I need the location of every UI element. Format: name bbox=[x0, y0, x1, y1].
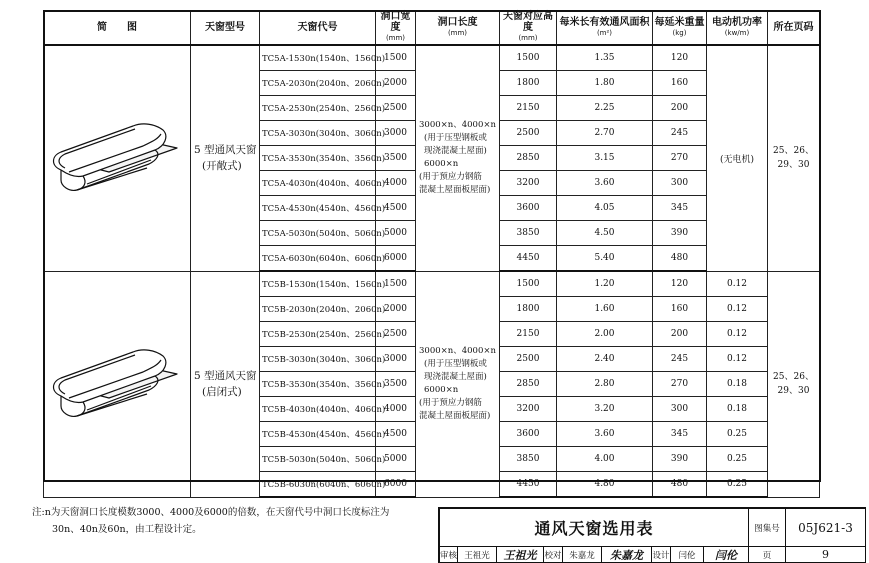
height-cell: 4450 bbox=[500, 246, 557, 272]
area-cell: 2.25 bbox=[557, 96, 653, 121]
area-cell: 2.80 bbox=[557, 372, 653, 397]
area-cell: 3.60 bbox=[557, 171, 653, 196]
check-signature: 朱嘉龙 bbox=[610, 548, 643, 562]
code-cell: TC5A-4030n(4040n、4060n) bbox=[260, 171, 376, 196]
area-cell: 3.15 bbox=[557, 146, 653, 171]
area-cell: 4.50 bbox=[557, 221, 653, 246]
header-opening-length-unit: (mm) bbox=[447, 28, 468, 37]
weight-cell: 480 bbox=[653, 246, 707, 272]
header-area-unit: (m²) bbox=[596, 28, 613, 37]
opening-width-cell: 2000 bbox=[376, 297, 416, 322]
diagram-cell bbox=[44, 271, 191, 497]
model-name: 5 型通风天窗 bbox=[194, 144, 257, 157]
page-ref-line-1: 25、26、 bbox=[773, 146, 814, 157]
opening-length-cell bbox=[416, 271, 500, 497]
weight-cell: 200 bbox=[653, 322, 707, 347]
header-height-label: 天窗对应高度 bbox=[503, 11, 553, 33]
code-cell: TC5A-1530n(1540n、1560n) bbox=[260, 45, 376, 71]
footnote-line-1: 注:n为天窗洞口长度模数3000、4000及6000的倍数，在天窗代号中洞口长度标注为 bbox=[32, 507, 390, 518]
opening-width-cell: 3000 bbox=[376, 121, 416, 146]
skylight-selection-table bbox=[43, 10, 820, 498]
opening-width-cell: 5000 bbox=[376, 447, 416, 472]
power-cell: (无电机) bbox=[707, 45, 768, 271]
header-row bbox=[44, 11, 820, 46]
table-row bbox=[44, 45, 820, 71]
atlas-label: 图集号 bbox=[754, 523, 780, 534]
code-cell: TC5A-2030n(2040n、2060n) bbox=[260, 71, 376, 96]
check-label: 校对 bbox=[544, 550, 562, 561]
opening-width-cell: 3000 bbox=[376, 347, 416, 372]
review-signature-cell bbox=[496, 546, 544, 563]
opening-width-cell: 4000 bbox=[376, 171, 416, 196]
opening-length-line: (用于压型钢板或 bbox=[424, 133, 487, 144]
opening-length-line: (用于预应力钢筋 bbox=[419, 172, 482, 183]
header-opening-length-label: 洞口长度 bbox=[437, 16, 478, 28]
drawing-title: 通风天窗选用表 bbox=[534, 519, 654, 538]
page-label: 页 bbox=[762, 550, 772, 561]
area-cell: 2.40 bbox=[557, 347, 653, 372]
weight-cell: 200 bbox=[653, 96, 707, 121]
code-cell: TC5B-5030n(5040n、5060n) bbox=[260, 447, 376, 472]
opening-width-cell: 2000 bbox=[376, 71, 416, 96]
atlas-number-cell bbox=[785, 507, 866, 547]
weight-cell: 480 bbox=[653, 472, 707, 498]
height-cell: 2150 bbox=[500, 96, 557, 121]
header-opening-width bbox=[376, 11, 416, 46]
height-cell: 3600 bbox=[500, 422, 557, 447]
check-label-cell bbox=[543, 546, 563, 563]
area-cell: 4.00 bbox=[557, 447, 653, 472]
area-cell: 1.20 bbox=[557, 271, 653, 297]
footnote-line-2: 30n、40n及60n，由工程设计定。 bbox=[52, 524, 202, 535]
header-power bbox=[707, 11, 768, 46]
height-cell: 1800 bbox=[500, 297, 557, 322]
opening-width-cell: 6000 bbox=[376, 246, 416, 272]
model-type: (启闭式) bbox=[202, 386, 242, 398]
design-label-cell bbox=[651, 546, 671, 563]
review-signature: 王祖光 bbox=[503, 548, 537, 562]
header-opening-width-label: 洞口宽度 bbox=[380, 11, 411, 33]
weight-cell: 300 bbox=[653, 397, 707, 422]
opening-length-line: 混凝土屋面板屋面) bbox=[419, 411, 491, 421]
design-label: 设计 bbox=[652, 550, 670, 561]
weight-cell: 390 bbox=[653, 447, 707, 472]
power-cell: 0.12 bbox=[707, 271, 768, 297]
height-cell: 3850 bbox=[500, 221, 557, 246]
opening-length-line: 3000×n、4000×n bbox=[419, 346, 496, 356]
opening-width-cell: 3500 bbox=[376, 146, 416, 171]
model-type: (开敞式) bbox=[202, 160, 242, 173]
header-weight-unit: (kg) bbox=[672, 28, 687, 37]
table-sheet bbox=[43, 10, 819, 490]
page-number-cell bbox=[785, 546, 866, 563]
code-cell: TC5A-6030n(6040n、6060n) bbox=[260, 246, 376, 272]
code-cell: TC5A-2530n(2540n、2560n) bbox=[260, 96, 376, 121]
weight-cell: 270 bbox=[653, 146, 707, 171]
title-block bbox=[438, 507, 866, 563]
review-label-cell bbox=[438, 546, 458, 563]
weight-cell: 120 bbox=[653, 271, 707, 297]
check-signature-cell bbox=[601, 546, 652, 563]
weight-cell: 345 bbox=[653, 196, 707, 221]
height-cell: 1800 bbox=[500, 71, 557, 96]
opening-length-line: 现浇混凝土屋面) bbox=[424, 372, 487, 382]
height-cell: 2150 bbox=[500, 322, 557, 347]
area-cell: 4.05 bbox=[557, 196, 653, 221]
height-cell: 1500 bbox=[500, 271, 557, 297]
area-cell: 1.60 bbox=[557, 297, 653, 322]
opening-length-line: 6000×n bbox=[424, 159, 459, 170]
opening-width-cell: 3500 bbox=[376, 372, 416, 397]
page-cell bbox=[768, 45, 820, 271]
skylight-diagram-icon bbox=[47, 338, 187, 428]
opening-length-line: 现浇混凝土屋面) bbox=[424, 146, 487, 157]
opening-width-cell: 6000 bbox=[376, 472, 416, 498]
opening-length-line: (用于压型钢板或 bbox=[424, 359, 487, 369]
opening-length-line: 6000×n bbox=[424, 385, 459, 395]
atlas-label-cell bbox=[748, 507, 786, 547]
opening-length-line: (用于预应力钢筋 bbox=[419, 398, 482, 408]
opening-length-cell bbox=[416, 45, 500, 271]
power-cell: 0.25 bbox=[707, 447, 768, 472]
height-cell: 3850 bbox=[500, 447, 557, 472]
opening-width-cell: 2500 bbox=[376, 322, 416, 347]
height-cell: 2500 bbox=[500, 121, 557, 146]
check-name: 朱嘉龙 bbox=[569, 550, 595, 561]
header-diagram: 简 图 bbox=[44, 11, 191, 46]
power-cell: 0.25 bbox=[707, 422, 768, 447]
page-label-cell bbox=[748, 546, 786, 563]
power-cell: 0.12 bbox=[707, 347, 768, 372]
header-opening-length bbox=[416, 11, 500, 46]
skylight-diagram-icon bbox=[47, 112, 187, 202]
weight-cell: 120 bbox=[653, 45, 707, 71]
weight-cell: 160 bbox=[653, 297, 707, 322]
weight-cell: 270 bbox=[653, 372, 707, 397]
height-cell: 4450 bbox=[500, 472, 557, 498]
opening-width-cell: 2500 bbox=[376, 96, 416, 121]
check-name-cell bbox=[562, 546, 602, 563]
height-cell: 2850 bbox=[500, 372, 557, 397]
area-cell: 4.80 bbox=[557, 472, 653, 498]
review-label: 审核 bbox=[440, 550, 458, 561]
opening-width-cell: 1500 bbox=[376, 45, 416, 71]
code-cell: TC5A-4530n(4540n、4560n) bbox=[260, 196, 376, 221]
code-cell: TC5B-3530n(3540n、3560n) bbox=[260, 372, 376, 397]
code-cell: TC5A-5030n(5040n、5060n) bbox=[260, 221, 376, 246]
model-name: 5 型通风天窗 bbox=[194, 370, 257, 382]
header-height-unit: (mm) bbox=[518, 34, 538, 42]
area-cell: 3.20 bbox=[557, 397, 653, 422]
power-cell: 0.25 bbox=[707, 472, 768, 498]
header-weight-label: 每延米重量 bbox=[654, 16, 705, 28]
header-code: 天窗代号 bbox=[260, 11, 376, 46]
height-cell: 2500 bbox=[500, 347, 557, 372]
page-ref-line-1: 25、26、 bbox=[773, 372, 814, 382]
page-ref-line-2: 29、30 bbox=[777, 386, 810, 396]
table-body bbox=[44, 45, 820, 497]
code-cell: TC5B-2530n(2540n、2560n) bbox=[260, 322, 376, 347]
header-weight bbox=[653, 11, 707, 46]
opening-width-cell: 4500 bbox=[376, 422, 416, 447]
header-power-unit: (kw/m) bbox=[724, 28, 750, 37]
code-cell: TC5B-1530n(1540n、1560n) bbox=[260, 271, 376, 297]
power-cell: 0.12 bbox=[707, 297, 768, 322]
header-model: 天窗型号 bbox=[191, 11, 260, 46]
weight-cell: 390 bbox=[653, 221, 707, 246]
height-cell: 1500 bbox=[500, 45, 557, 71]
page-number: 9 bbox=[822, 548, 829, 561]
weight-cell: 345 bbox=[653, 422, 707, 447]
height-cell: 3200 bbox=[500, 171, 557, 196]
header-power-label: 电动机功率 bbox=[712, 16, 762, 28]
code-cell: TC5B-3030n(3040n、3060n) bbox=[260, 347, 376, 372]
header-area-label: 每米长有效通风面积 bbox=[559, 16, 650, 28]
drawing-title-cell bbox=[438, 507, 749, 547]
opening-width-cell: 5000 bbox=[376, 221, 416, 246]
opening-length-line: 3000×n、4000×n bbox=[419, 120, 496, 131]
weight-cell: 300 bbox=[653, 171, 707, 196]
table-row bbox=[44, 271, 820, 297]
model-cell bbox=[191, 45, 260, 271]
area-cell: 2.70 bbox=[557, 121, 653, 146]
code-cell: TC5B-2030n(2040n、2060n) bbox=[260, 297, 376, 322]
design-name-cell bbox=[670, 546, 704, 563]
code-cell: TC5A-3530n(3540n、3560n) bbox=[260, 146, 376, 171]
design-signature-cell bbox=[703, 546, 749, 563]
height-cell: 3600 bbox=[500, 196, 557, 221]
header-opening-width-unit: (mm) bbox=[385, 34, 406, 42]
model-cell bbox=[191, 271, 260, 497]
footnote bbox=[32, 504, 442, 538]
power-cell: 0.12 bbox=[707, 322, 768, 347]
code-cell: TC5A-3030n(3040n、3060n) bbox=[260, 121, 376, 146]
atlas-number: 05J621-3 bbox=[798, 520, 853, 535]
code-cell: TC5B-6030n(6040n、6060n) bbox=[260, 472, 376, 498]
page-ref-line-2: 29、30 bbox=[777, 160, 810, 171]
code-cell: TC5B-4530n(4540n、4560n) bbox=[260, 422, 376, 447]
height-cell: 2850 bbox=[500, 146, 557, 171]
power-cell: 0.18 bbox=[707, 372, 768, 397]
opening-width-cell: 4000 bbox=[376, 397, 416, 422]
height-cell: 3200 bbox=[500, 397, 557, 422]
power-cell: 0.18 bbox=[707, 397, 768, 422]
review-name-cell bbox=[457, 546, 497, 563]
header-area bbox=[557, 11, 653, 46]
design-name: 闫伦 bbox=[678, 550, 696, 561]
code-cell: TC5B-4030n(4040n、4060n) bbox=[260, 397, 376, 422]
area-cell: 2.00 bbox=[557, 322, 653, 347]
diagram-cell bbox=[44, 45, 191, 271]
area-cell: 5.40 bbox=[557, 246, 653, 272]
area-cell: 3.60 bbox=[557, 422, 653, 447]
header-height bbox=[500, 11, 557, 46]
area-cell: 1.80 bbox=[557, 71, 653, 96]
weight-cell: 245 bbox=[653, 121, 707, 146]
opening-length-line: 混凝土屋面板屋面) bbox=[419, 185, 491, 196]
header-page: 所在页码 bbox=[768, 11, 820, 46]
opening-width-cell: 4500 bbox=[376, 196, 416, 221]
area-cell: 1.35 bbox=[557, 45, 653, 71]
page-cell bbox=[768, 271, 820, 497]
weight-cell: 245 bbox=[653, 347, 707, 372]
opening-width-cell: 1500 bbox=[376, 271, 416, 297]
design-signature: 闫伦 bbox=[715, 548, 737, 562]
review-name: 王祖光 bbox=[464, 550, 490, 561]
weight-cell: 160 bbox=[653, 71, 707, 96]
